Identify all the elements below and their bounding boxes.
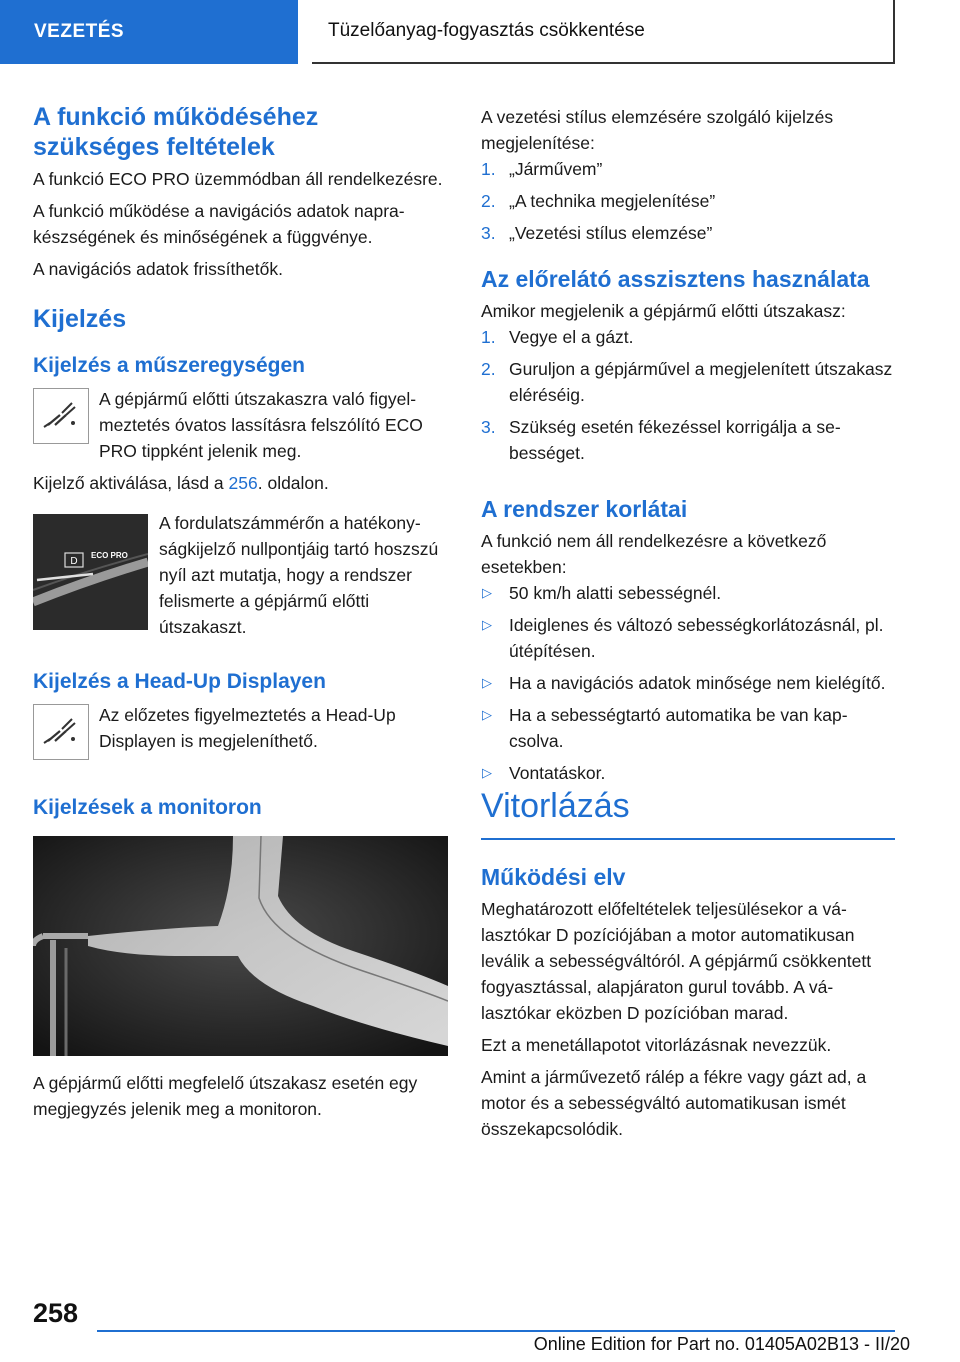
step-number: 2. [481, 191, 496, 211]
list-item [481, 356, 895, 408]
limit-text: 50 km/h alatti sebességnél. [509, 583, 722, 603]
limit-text: Ideiglenes és változó sebességkorlátozásnál, pl. útépítésen. [509, 615, 884, 661]
paragraph: Ezt a menetállapotot vitorlázásnak nevezzük. [481, 1035, 832, 1055]
limit-text: Ha a sebességtartó automatika be van kapcsolva. [509, 705, 848, 751]
paragraph: A funkció ECO PRO üzemmódban áll rendelkezésre. [33, 169, 443, 189]
monitor-caption: A gépjármű előtti megfelelő útszakasz esetén egy megjegyzés jelenik meg a monitoron. [33, 1073, 418, 1119]
step-text: Guruljon a gépjárművel a megjelenített útszakasz eléréséig. [509, 359, 893, 405]
chapter-heading-coasting: Vitorlázás [481, 786, 895, 840]
triangle-bullet-icon: ▷ [482, 675, 492, 690]
activation-reference [33, 470, 448, 496]
page-number: 258 [33, 1298, 79, 1328]
heading-instrument-cluster: Kijelzés a műszeregységen [33, 354, 305, 377]
section-tab: VEZETÉS [0, 0, 298, 64]
step-number: 1. [481, 327, 496, 347]
list-item [481, 156, 895, 182]
cluster-warning-text: A gépjármű előtti útszakaszra való figyelmeztetés óvatos lassításra felszólító ECO PRO tippként jelenik meg. [99, 389, 423, 461]
cluster-warning-row [33, 386, 448, 464]
triangle-bullet-icon: ▷ [482, 617, 492, 632]
hud-row [33, 702, 448, 760]
activation-suffix: . oldalon. [257, 473, 329, 493]
triangle-bullet-icon: ▷ [482, 707, 492, 722]
triangle-bullet-icon: ▷ [482, 765, 492, 780]
list-item [481, 670, 895, 696]
gear-indicator: D [70, 556, 78, 567]
road-ahead-warning-icon [33, 704, 89, 760]
right-column [481, 104, 895, 1142]
tachometer-text: A fordulatszámmérőn a hatékonyságkijelző nullpontjáig tartó hoszszú nyíl azt mutatja, hogy a rendszer felismerte a gépjármű előtti útszakaszt. [159, 513, 439, 637]
page-header-title: Tüzelőanyag-fogyasztás csökkentése [312, 0, 895, 64]
paragraph: Meghatározott előfeltételek teljesülésekor a választókar D pozíciójában a motor automatikusan leválik a sebességváltóról. A gépjármű csökkentett fogyasztással, alapjáraton gurul tovább. A választókar eközben D pozícióban marad. [481, 899, 872, 1023]
step-number: 3. [481, 223, 496, 243]
list-item [481, 612, 895, 664]
tachometer-efficiency-image [33, 514, 148, 630]
paragraph: A funkció működése a navigációs adatok naprakészségének és minőségének a függvénye. [33, 201, 405, 247]
heading-predictive-assistant: Az előrelátó asszisztens használata [481, 266, 870, 292]
step-text: Szükség esetén fékezéssel korrigálja a sebességet. [509, 417, 841, 463]
heading-operating-principle: Működési elv [481, 864, 626, 890]
heading-system-limits: A rendszer korlátai [481, 496, 688, 522]
list-item [481, 414, 895, 466]
footer-divider [97, 1330, 895, 1332]
list-item [481, 702, 895, 754]
limit-text: Ha a navigációs adatok minősége nem kielégítő. [509, 673, 886, 693]
left-column [33, 102, 448, 1122]
activation-prefix: Kijelző aktiválása, lásd a [33, 473, 229, 493]
page-link[interactable]: 256 [228, 473, 258, 493]
footer-edition: Online Edition for Part no. 01405A02B13 - II/20 [533, 1334, 910, 1354]
triangle-bullet-icon: ▷ [482, 585, 492, 600]
limit-text: Vontatáskor. [509, 763, 606, 783]
heading-monitor: Kijelzések a monitoron [33, 796, 262, 819]
paragraph: Amint a járművezető rálép a fékre vagy gázt ad, a motor és a sebességváltó automatikusan ismét összekapcsolódik. [481, 1067, 867, 1139]
list-item [481, 580, 895, 606]
step-text: „Járművem” [509, 159, 603, 179]
menu-steps-list [481, 156, 895, 246]
paragraph: A vezetési stílus elemzésére szolgáló kijelzés megjelenítése: [481, 107, 834, 153]
list-item [481, 760, 895, 786]
heading-head-up-display: Kijelzés a Head-Up Displayen [33, 670, 326, 693]
step-number: 3. [481, 417, 496, 437]
heading-conditions: A funkció működéséhez szükséges feltételek [33, 103, 319, 161]
step-text: „Vezetési stílus elemzése” [509, 223, 713, 243]
list-item [481, 188, 895, 214]
hud-text: Az előzetes figyelmeztetés a Head-Up Displayen is megjeleníthető. [99, 705, 396, 751]
list-item [481, 220, 895, 246]
paragraph: A funkció nem áll rendelkezésre a következő esetekben: [481, 531, 827, 577]
assistant-steps-list [481, 324, 895, 466]
step-number: 2. [481, 359, 496, 379]
step-text: Vegye el a gázt. [509, 327, 634, 347]
monitor-road-image [33, 836, 448, 1056]
paragraph: Amikor megjelenik a gépjármű előtti útszakasz: [481, 301, 846, 321]
step-text: „A technika megjelenítése” [509, 191, 716, 211]
heading-display: Kijelzés [33, 305, 127, 333]
list-item [481, 324, 895, 350]
step-number: 1. [481, 159, 496, 179]
road-ahead-warning-icon [33, 388, 89, 444]
eco-pro-label: ECO PRO [91, 551, 128, 560]
limits-list [481, 580, 895, 786]
tachometer-row [33, 510, 448, 640]
paragraph: A navigációs adatok frissíthetők. [33, 259, 283, 279]
